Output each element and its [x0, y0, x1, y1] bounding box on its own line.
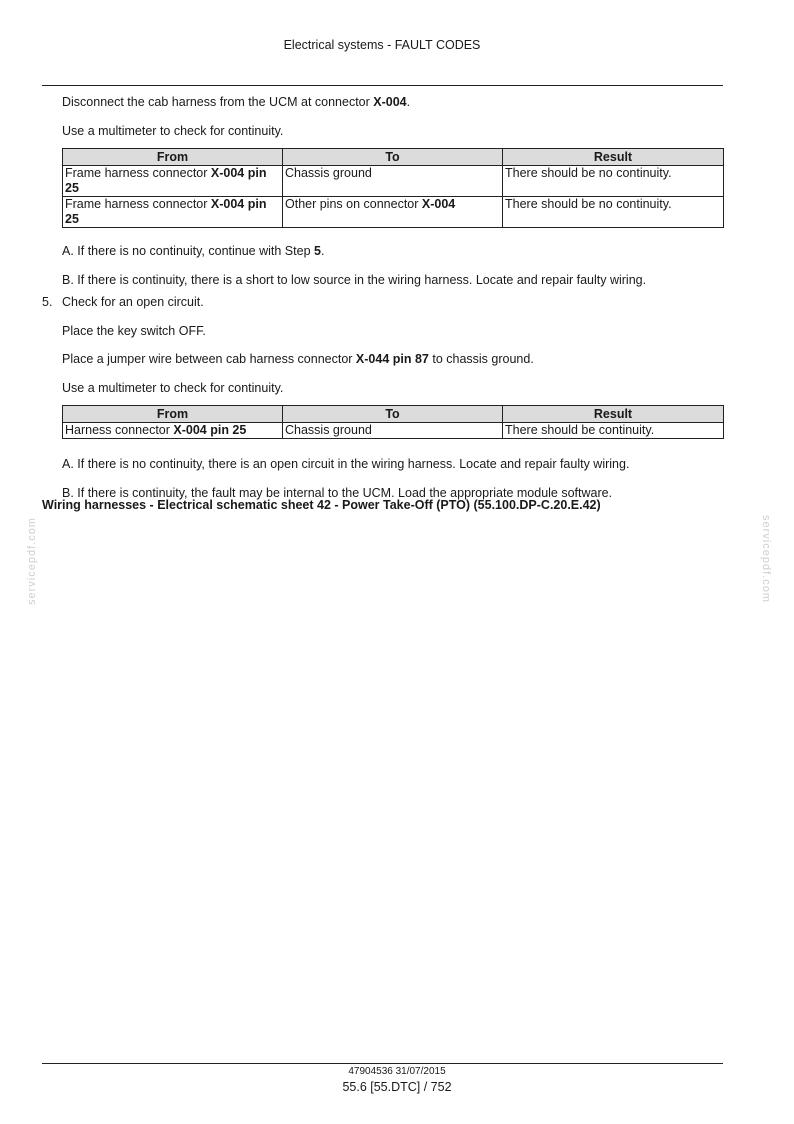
watermark-left: servicepdf.com	[26, 517, 38, 605]
column-header-result: Result	[503, 406, 724, 423]
cell-from: Frame harness connector X-004 pin 25	[63, 197, 283, 228]
table-row	[63, 166, 724, 197]
table-row	[63, 423, 724, 439]
step4-option-a: A. If there is no continuity, continue with Step 5.	[62, 244, 325, 258]
column-header-from: From	[63, 406, 283, 423]
table-header-row	[63, 406, 724, 423]
cell-result: There should be no continuity.	[503, 166, 724, 197]
column-header-to: To	[283, 406, 503, 423]
disconnect-instruction: Disconnect the cab harness from the UCM at connector X-004.	[62, 95, 411, 109]
continuity-table-short	[62, 148, 724, 228]
column-header-result: Result	[503, 149, 724, 166]
schematic-reference-link[interactable]: Wiring harnesses - Electrical schematic sheet 42 - Power Take-Off (PTO) (55.100.DP-C.20.E.42)	[42, 498, 601, 512]
multimeter-instruction-2: Use a multimeter to check for continuity.	[62, 381, 284, 395]
step5-heading: 5. Check for an open circuit.	[42, 295, 204, 309]
column-header-to: To	[283, 149, 503, 166]
table-header-row	[63, 149, 724, 166]
multimeter-instruction: Use a multimeter to check for continuity.	[62, 124, 284, 138]
watermark-right: servicepdf.com	[760, 515, 772, 603]
footer-document-code: 47904536 31/07/2015	[348, 1066, 446, 1077]
step-number: 5.	[42, 295, 53, 309]
cell-to: Chassis ground	[283, 423, 503, 439]
cell-from: Harness connector X-004 pin 25	[63, 423, 283, 439]
key-off-instruction: Place the key switch OFF.	[62, 324, 206, 338]
step5-option-a: A. If there is no continuity, there is an open circuit in the wiring harness. Locate and repair faulty wiring.	[62, 457, 630, 471]
cell-from: Frame harness connector X-004 pin 25	[63, 166, 283, 197]
column-header-from: From	[63, 149, 283, 166]
step4-option-b: B. If there is continuity, there is a short to low source in the wiring harness. Locate and repair faulty wiring.	[62, 273, 647, 287]
header-rule	[42, 85, 723, 86]
table-row	[63, 197, 724, 228]
cell-result: There should be no continuity.	[503, 197, 724, 228]
page-header-title: Electrical systems - FAULT CODES	[283, 38, 481, 52]
cell-result: There should be continuity.	[503, 423, 724, 439]
footer-page-number: 55.6 [55.DTC] / 752	[342, 1080, 452, 1094]
cell-to: Chassis ground	[283, 166, 503, 197]
cell-to: Other pins on connector X-004	[283, 197, 503, 228]
footer-rule	[42, 1063, 723, 1064]
continuity-table-open	[62, 405, 724, 439]
step5-option-b: B. If there is continuity, the fault may be internal to the UCM. Load the appropriate module software.	[62, 486, 613, 500]
jumper-instruction: Place a jumper wire between cab harness connector X-044 pin 87 to chassis ground.	[62, 352, 534, 366]
